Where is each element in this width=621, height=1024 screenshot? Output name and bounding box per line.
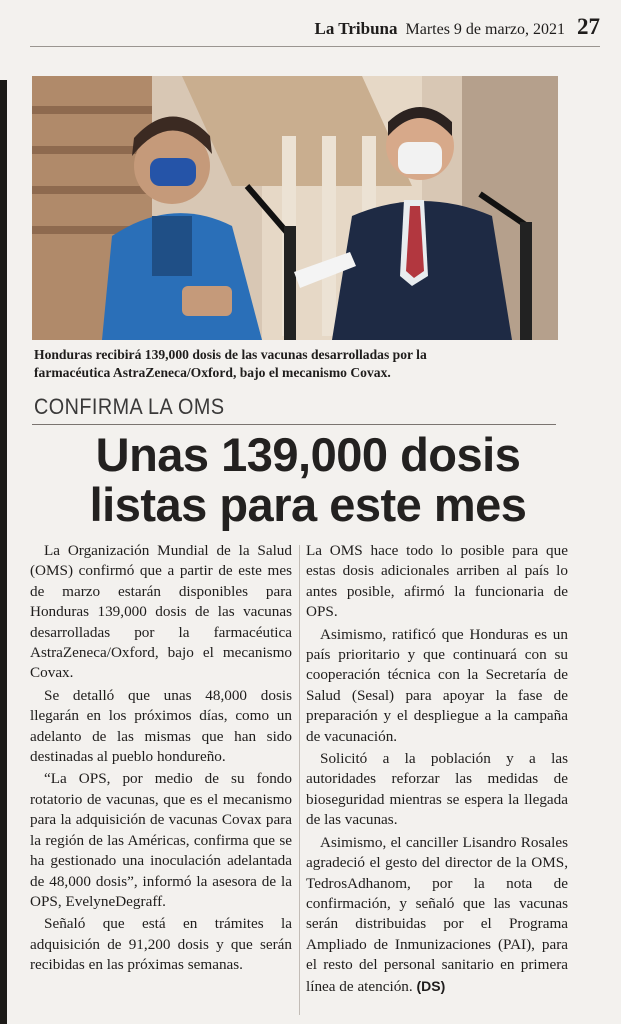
photo-caption: [34, 346, 574, 382]
kicker-rule: [32, 424, 556, 425]
article-paragraph: La Organización Mundial de la Salud (OMS) confirmó que a partir de este mes de marzo estarán disponibles para Honduras 139,000 dosis de las vacunas desarrolladas por la farmacéutica AstraZeneca/Oxford, bajo el mecanismo Covax.: [30, 542, 292, 682]
headline-line: listas para este mes: [89, 478, 527, 531]
caption-line: Honduras recibirá 139,000 dosis de las vacunas desarrolladas por la: [34, 347, 427, 362]
headline: [28, 430, 588, 530]
article-column-left: [30, 541, 292, 978]
article-paragraph-text: Asimismo, el canciller Lisandro Rosales agradeció el gesto del director de la OMS, TedrosAdhanom, por la nota de confirmación, y señaló que las vacunas serán distribuidas por el Programa Ampliado de Inmunizaciones (PAI), para el resto del personal sanitario en primera línea de atención.: [306, 833, 568, 995]
article-paragraph: Solicitó a la población y a las autoridades reforzar las medidas de bioseguridad mientras se espera la llegada de las vacunas.: [306, 750, 568, 829]
article-column-right: [306, 541, 568, 999]
press-photo: [32, 76, 558, 340]
page-number: 27: [577, 14, 600, 39]
header-rule: [30, 46, 600, 47]
article-paragraph: Se detalló que unas 48,000 dosis llegarán en los próximos días, como un adelanto de las mismas que han sido destinadas al pueblo hondureño.: [30, 686, 292, 766]
headline-line: Unas 139,000 dosis: [95, 428, 521, 481]
article-paragraph: La OMS hace todo lo posible para que estas dosis adicionales arriben al país lo antes posible, afirmó la funcionaria de OPS.: [306, 542, 568, 621]
margin-bar: [0, 80, 7, 1024]
author-signature: (DS): [416, 977, 446, 994]
article-paragraph: Señaló que está en trámites la adquisición de 91,200 dosis y que serán recibidas en las próximas semanas.: [30, 915, 292, 974]
caption-line: farmacéutica AstraZeneca/Oxford, bajo el mecanismo Covax.: [34, 365, 391, 380]
press-photo-illustration: [32, 76, 558, 340]
article-paragraph: [306, 833, 568, 997]
page-header: [200, 14, 600, 44]
article-paragraph: “La OPS, por medio de su fondo rotatorio de vacunas, que es el mecanismo para la adquisición de vacunas Covax para la región de las Américas, confirma que se ha gestionado una inoculación adelantada de 48,000 dosis”, informó la asesora de la OPS, EvelyneDegraff.: [30, 770, 292, 910]
publication-date: Martes 9 de marzo, 2021: [405, 21, 565, 38]
kicker: CONFIRMA LA OMS: [34, 394, 225, 419]
publication-name: La Tribuna: [314, 19, 398, 38]
article-paragraph: Asimismo, ratificó que Honduras es un país prioritario y que continuará con su cooperación técnica con la Secretaría de Salud (Sesal) para apoyar la fase de preparación y el despliegue a la campaña de vacunación.: [306, 625, 568, 745]
column-divider: [299, 545, 300, 1015]
